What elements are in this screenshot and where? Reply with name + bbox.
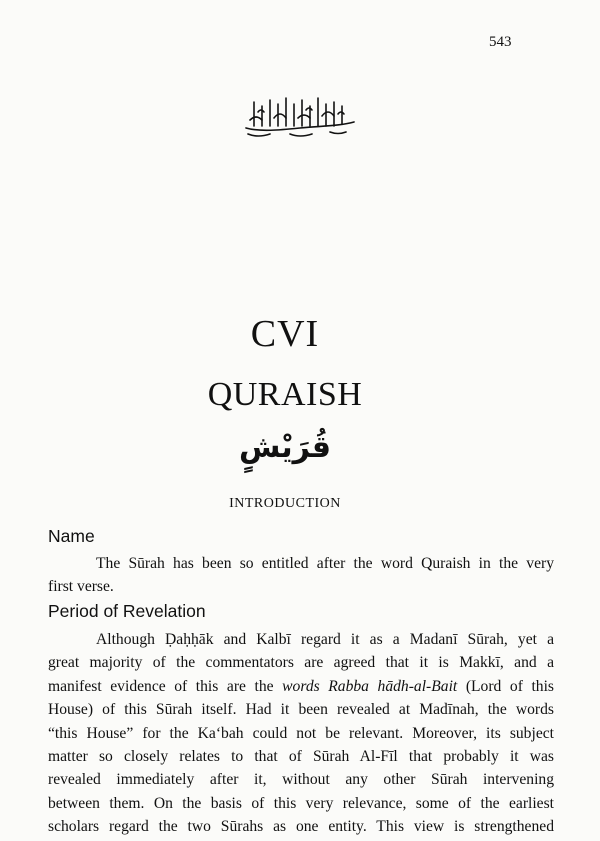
introduction-heading: INTRODUCTION xyxy=(229,496,341,511)
section-heading-period: Period of Revelation xyxy=(48,601,206,621)
body-line: The Sūrah has been so entitled after the word Quraish in the very xyxy=(96,555,554,572)
body-line: first verse. xyxy=(48,578,114,596)
body-line xyxy=(48,675,554,698)
italic-phrase: words Rabba hādh-al-Bait xyxy=(282,677,458,695)
basmala-calligraphy-icon xyxy=(240,92,360,140)
chapter-numeral: CVI xyxy=(250,313,320,355)
section-body-period xyxy=(48,628,554,839)
body-line-text: manifest evidence of this are the xyxy=(48,677,274,695)
body-line: House) of this Sūrah itself. Had it been revealed at Madīnah, the words xyxy=(48,701,554,719)
surah-title: QURAISH xyxy=(207,376,363,413)
body-line: Although Ḍaḥḥāk and Kalbī regard it as a Madanī Sūrah, yet a xyxy=(96,631,554,648)
body-line: scholars regard the two Sūrahs as one entity. This view is strengthened xyxy=(48,818,554,836)
section-heading-name: Name xyxy=(48,526,95,546)
body-line: great majority of the commentators are agreed that it is Makkī, and a xyxy=(48,654,554,672)
body-line: revealed immediately after it, without any other Sūrah intervening xyxy=(48,771,554,789)
section-body-name xyxy=(48,552,554,599)
body-line: matter so closely relates to that of Sūrah Al-Fīl that probably it was xyxy=(48,748,554,766)
body-line: “this House” for the Ka‘bah could not be relevant. Moreover, its subject xyxy=(48,724,554,742)
body-line-tail: (Lord of this xyxy=(465,677,554,695)
surah-title-arabic: قُرَيْشٍ xyxy=(239,430,331,465)
page-number: 543 xyxy=(489,34,512,50)
body-line: between them. On the basis of this very relevance, some of the earliest xyxy=(48,794,554,812)
